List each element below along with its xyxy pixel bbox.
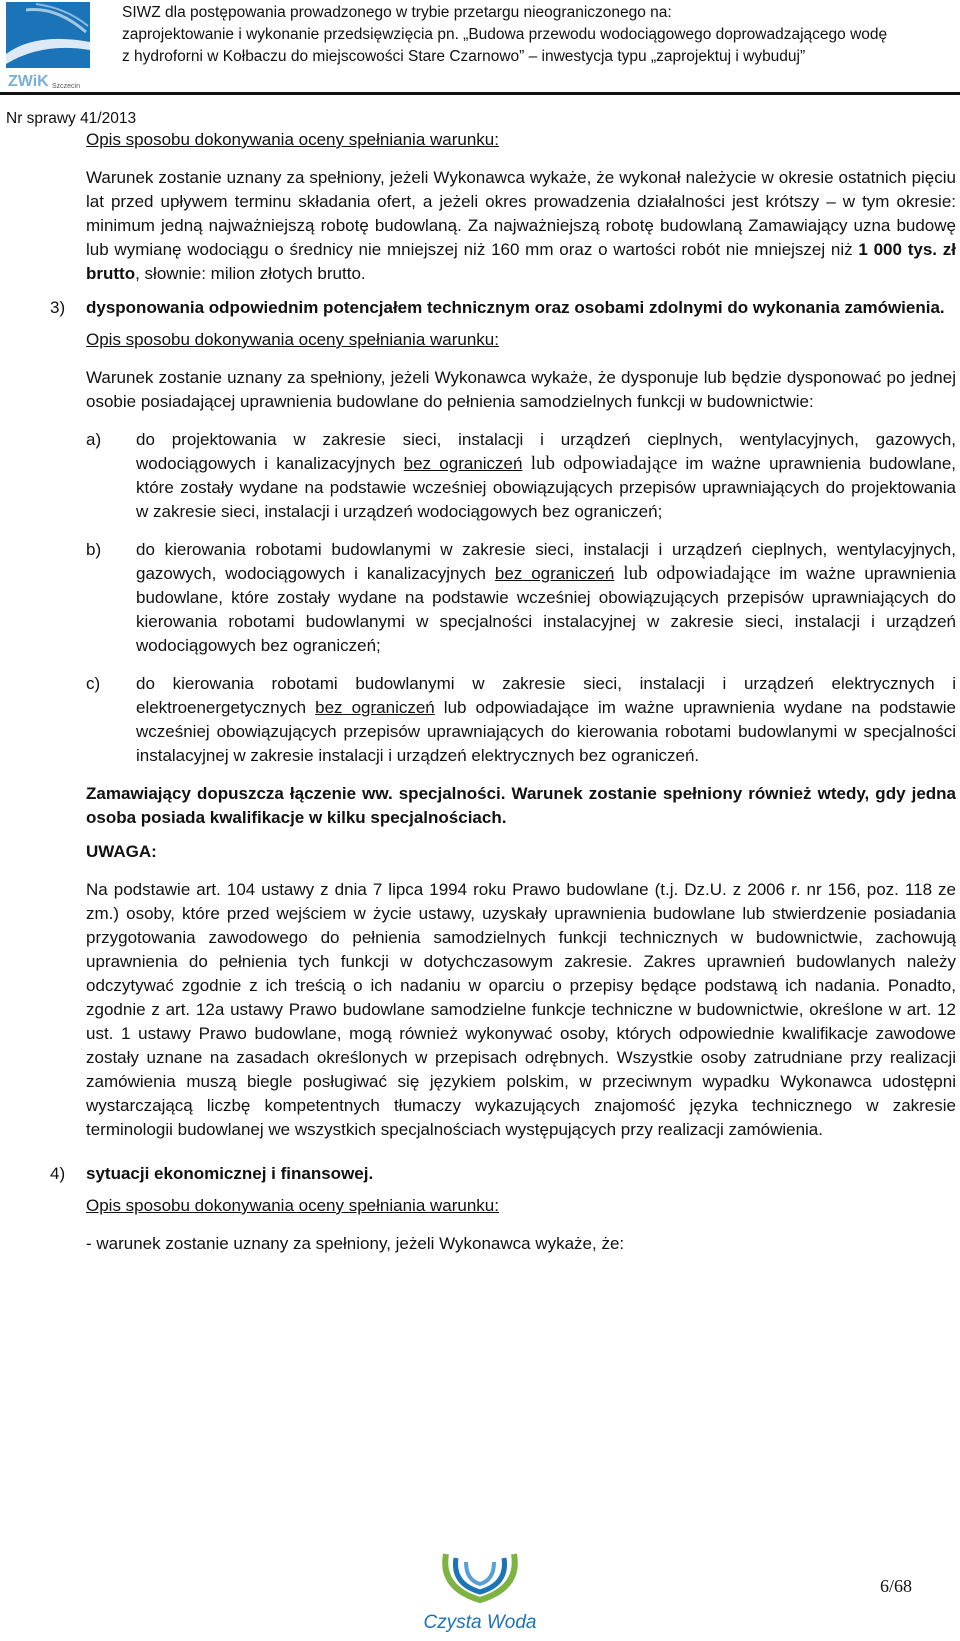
underlined-text: bez ograniczeń (315, 698, 435, 717)
svg-text:Szczecin: Szczecin (52, 83, 81, 90)
subitem-letter: b) (86, 540, 102, 559)
condition-experience-paragraph (86, 166, 956, 286)
opis-label: Opis sposobu dokonywania oceny spełniania warunku: (86, 330, 499, 349)
text: im ważne uprawnienia budowlane, które zostały wydane na podstawie wcześniej obowiązujących przepisów uprawniających do kierowania robotami budowlanymi w specjalności instalacyjnej w zakresie sieci, instalacji i urządzeń wodociągowych bez ograniczeń; (136, 564, 956, 655)
page-number: 6/68 (880, 1576, 913, 1596)
subitem-letter: c) (86, 674, 101, 693)
text: im ważne uprawnienia budowlane, które zostały wydane na podstawie wcześniej obowiązujących przepisów uprawniających do projektowania w zakresie sieci, instalacji i urządzeń wodociągowych bez ograniczeń; (136, 454, 956, 521)
text: lub odpowiadające im ważne uprawnienia wydane na podstawie wcześniej obowiązujących przepisów uprawniających do kierowania robotami budowlanymi w specjalności instalacyjnej w zakresie instalacji i urządzeń elektrycznych bez ograniczeń. (136, 698, 956, 765)
svg-text:ZWiK: ZWiK (8, 73, 49, 90)
header-line-3: z hydroforni w Kołbaczu do miejscowości Stare Czarnowo” – inwestycja typu „zaprojektuj i wybuduj” (122, 48, 806, 65)
underlined-text: bez ograniczeń (494, 564, 615, 583)
combination-note: Zamawiający dopuszcza łączenie ww. specjalności. Warunek zostanie spełniony również wtedy, gdy jedna osoba posiada kwalifikacje w kilku specjalnościach. (86, 784, 956, 827)
text: do projektowania w zakresie sieci, instalacji i urządzeń cieplnych, wentylacyjnych, gazowych, wodociągowych i kanalizacyjnych (136, 430, 956, 473)
case-number: Nr sprawy 41/2013 (6, 110, 137, 127)
header-line-1: SIWZ dla postępowania prowadzonego w trybie przetargu nieograniczonego na: (122, 4, 672, 21)
item-4 (50, 1162, 956, 1186)
uwaga-heading: UWAGA: (86, 842, 157, 861)
item-3 (50, 296, 956, 320)
item-title: dysponowania odpowiednim potencjałem technicznym oraz osobami zdolnymi do wykonania zamówienia. (86, 298, 945, 317)
opis-label: Opis sposobu dokonywania oceny spełniania warunku: (86, 1196, 499, 1215)
serif-text: lub odpowiadające (522, 453, 678, 474)
svg-text:Czysta Woda: Czysta Woda (423, 1612, 537, 1633)
item-4-text: - warunek zostanie uznany za spełniony, jeżeli Wykonawca wykaże, że: (86, 1234, 625, 1253)
subitem-b (86, 538, 956, 658)
document-body (50, 128, 956, 1256)
item-3-intro: Warunek zostanie uznany za spełniony, jeżeli Wykonawca wykaże, że dysponuje lub będzie dysponować po jednej osobie posiadającej uprawnienia budowlane do pełnienia samodzielnych funkcji w budownictwie: (86, 368, 956, 411)
subitem-c (86, 672, 956, 768)
uwaga-paragraph: Na podstawie art. 104 ustawy z dnia 7 lipca 1994 roku Prawo budowlane (t.j. Dz.U. z 2006 r. nr 156, poz. 118 ze zm.) osoby, które przed wejściem w życie ustawy, uzyskały uprawnienia budowlane lub stwierdzenie posiadania przygotowania zawodowego do pełnienia samodzielnych funkcji technicznych w budownictwie, zachowują uprawnienia do pełnienia tych funkcji w dotychczasowym zakresie. Zakres uprawnień budowlanych należy odczytywać zgodnie z ich treścią o ich nadaniu w oparciu o przepisy będące podstawą ich nadania. Ponadto, zgodnie z art. 12a ustawy Prawo budowlane samodzielne funkcje techniczne w budownictwie, określone w art. 12 ust. 1 ustawy Prawo budowlane, mogą również wykonywać osoby, których odpowiednie kwalifikacje zawodowe zostały uznane na zasadach określonych w przepisach odrębnych. Wszystkie osoby zatrudniane przy realizacji zamówienia muszą biegle posługiwać się językiem polskim, w przeciwnym wypadku Wykonawca udostępni wystarczającą liczbę kompetentnych tłumaczy wykazujących znajomość języka technicznego w zakresie terminologii budowlanej we wszystkich specjalnościach występujących przy realizacji zamówienia. (86, 880, 956, 1139)
text: do kierowania robotami budowlanymi w zakresie sieci, instalacji i urządzeń cieplnych, wentylacyjnych, gazowych, wodociągowych i kanalizacyjnych (136, 540, 956, 583)
subitem-letter: a) (86, 430, 102, 449)
item-number: 3) (50, 298, 66, 317)
text: , słownie: milion złotych brutto. (135, 264, 366, 283)
header-divider (0, 92, 960, 95)
bold-value: 1 000 tys. zł brutto (86, 240, 956, 283)
text: do kierowania robotami budowlanymi w zakresie sieci, instalacji i urządzeń elektrycznych i elektroenergetycznych (136, 674, 956, 717)
item-number: 4) (50, 1164, 66, 1183)
opis-label: Opis sposobu dokonywania oceny spełniania warunku: (86, 130, 499, 149)
text: Warunek zostanie uznany za spełniony, jeżeli Wykonawca wykaże, że wykonał należycie w okresie ostatnich pięciu lat przed upływem terminu składania ofert, a jeżeli okres prowadzenia działalności jest krótszy – w tym okresie: minimum jedną najważniejszą robotę budowlaną. Za najważniejszą robotę budowlaną Zamawiający uzna budowę lub wymianę wodociągu o średnicy nie mniejszej niż 160 mm oraz o wartości robót nie mniejszej niż (86, 168, 956, 259)
czysta-woda-logo (420, 1548, 540, 1636)
header-line-2: zaprojektowanie i wykonanie przedsięwzięcia pn. „Budowa przewodu wodociągowego doprowadzającego wodę (122, 26, 888, 43)
page-header (0, 0, 960, 96)
item-title: sytuacji ekonomicznej i finansowej. (86, 1164, 374, 1183)
serif-text: lub odpowiadające (614, 563, 771, 584)
underlined-text: bez ograniczeń (403, 454, 523, 473)
header-text (122, 2, 952, 68)
zwik-logo (6, 2, 90, 92)
subitem-a (86, 428, 956, 524)
